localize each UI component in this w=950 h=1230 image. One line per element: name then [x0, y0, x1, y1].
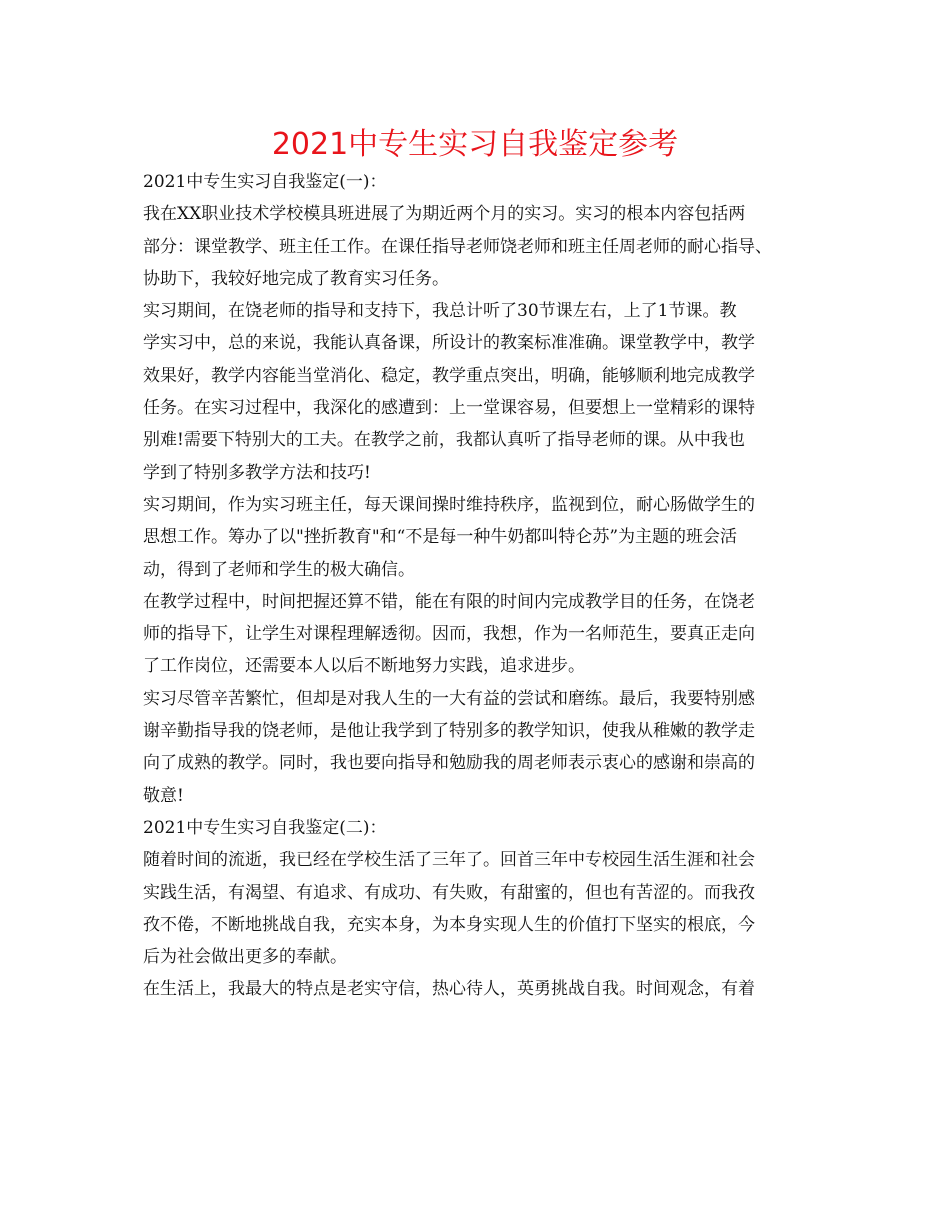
text-line: 2021中专生实习自我鉴定(二)：	[143, 817, 387, 838]
document-body	[143, 166, 843, 1006]
text-line: 动，得到了老师和学生的极大确信。	[143, 559, 415, 580]
text-line: 任务。在实习过程中，我深化的感遭到：上一堂课容易，但要想上一堂精彩的课特	[143, 398, 755, 419]
text-line: 实习期间，在饶老师的指导和支持下，我总计听了30节课左右，上了1节课。教	[143, 301, 737, 322]
text-line: 在生活上，我最大的特点是老实守信，热心待人，英勇挑战自我。时间观念，有着	[143, 979, 755, 1000]
text-line: 孜不倦，不断地挑战自我，充实本身，为本身实现人生的价值打下坚实的根底，今	[143, 914, 755, 935]
document-title: 2021中专生实习自我鉴定参考	[271, 127, 679, 162]
text-line: 师的指导下，让学生对课程理解透彻。因而，我想，作为一名师范生，要真正走向	[143, 624, 755, 645]
text-line: 协助下，我较好地完成了教育实习任务。	[143, 268, 449, 289]
text-line: 效果好，教学内容能当堂消化、稳定，教学重点突出，明确，能够顺利地完成教学	[143, 365, 755, 386]
text-line: 实习尽管辛苦繁忙，但却是对我人生的一大有益的尝试和磨练。最后，我要特别感	[143, 688, 755, 709]
text-line: 了工作岗位，还需要本人以后不断地努力实践，追求进步。	[143, 656, 585, 677]
text-line: 谢辛勤指导我的饶老师，是他让我学到了特别多的教学知识，使我从稚嫩的教学走	[143, 721, 755, 742]
text-line: 别难!需要下特别大的工夫。在教学之前，我都认真听了指导老师的课。从中我也	[143, 430, 745, 451]
text-line: 敬意!	[143, 785, 184, 806]
text-line: 在教学过程中，时间把握还算不错，能在有限的时间内完成教学目的任务，在饶老	[143, 591, 755, 612]
text-line: 学到了特别多教学方法和技巧!	[143, 462, 371, 483]
text-line: 我在XX职业技术学校模具班进展了为期近两个月的实习。实习的根本内容包括两	[143, 204, 746, 225]
text-line: 向了成熟的教学。同时，我也要向指导和勉励我的周老师表示衷心的感谢和崇高的	[143, 753, 755, 774]
text-line: 学实习中，总的来说，我能认真备课，所设计的教案标准准确。课堂教学中，教学	[143, 333, 755, 354]
text-line: 随着时间的流逝，我已经在学校生活了三年了。回首三年中专校园生活生涯和社会	[143, 850, 755, 871]
text-line: 后为社会做出更多的奉献。	[143, 947, 347, 968]
text-line: 实践生活，有渴望、有追求、有成功、有失败，有甜蜜的，但也有苦涩的。而我孜	[143, 882, 755, 903]
text-line: 部分：课堂教学、班主任工作。在课任指导老师饶老师和班主任周老师的耐心指导、	[143, 236, 772, 257]
text-line: 思想工作。筹办了以"挫折教育"和“不是每一种牛奶都叫特仑苏”为主题的班会活	[143, 527, 738, 548]
text-line: 实习期间，作为实习班主任，每天课间操时维持秩序，监视到位，耐心肠做学生的	[143, 494, 755, 515]
text-line: 2021中专生实习自我鉴定(一)：	[143, 172, 387, 192]
